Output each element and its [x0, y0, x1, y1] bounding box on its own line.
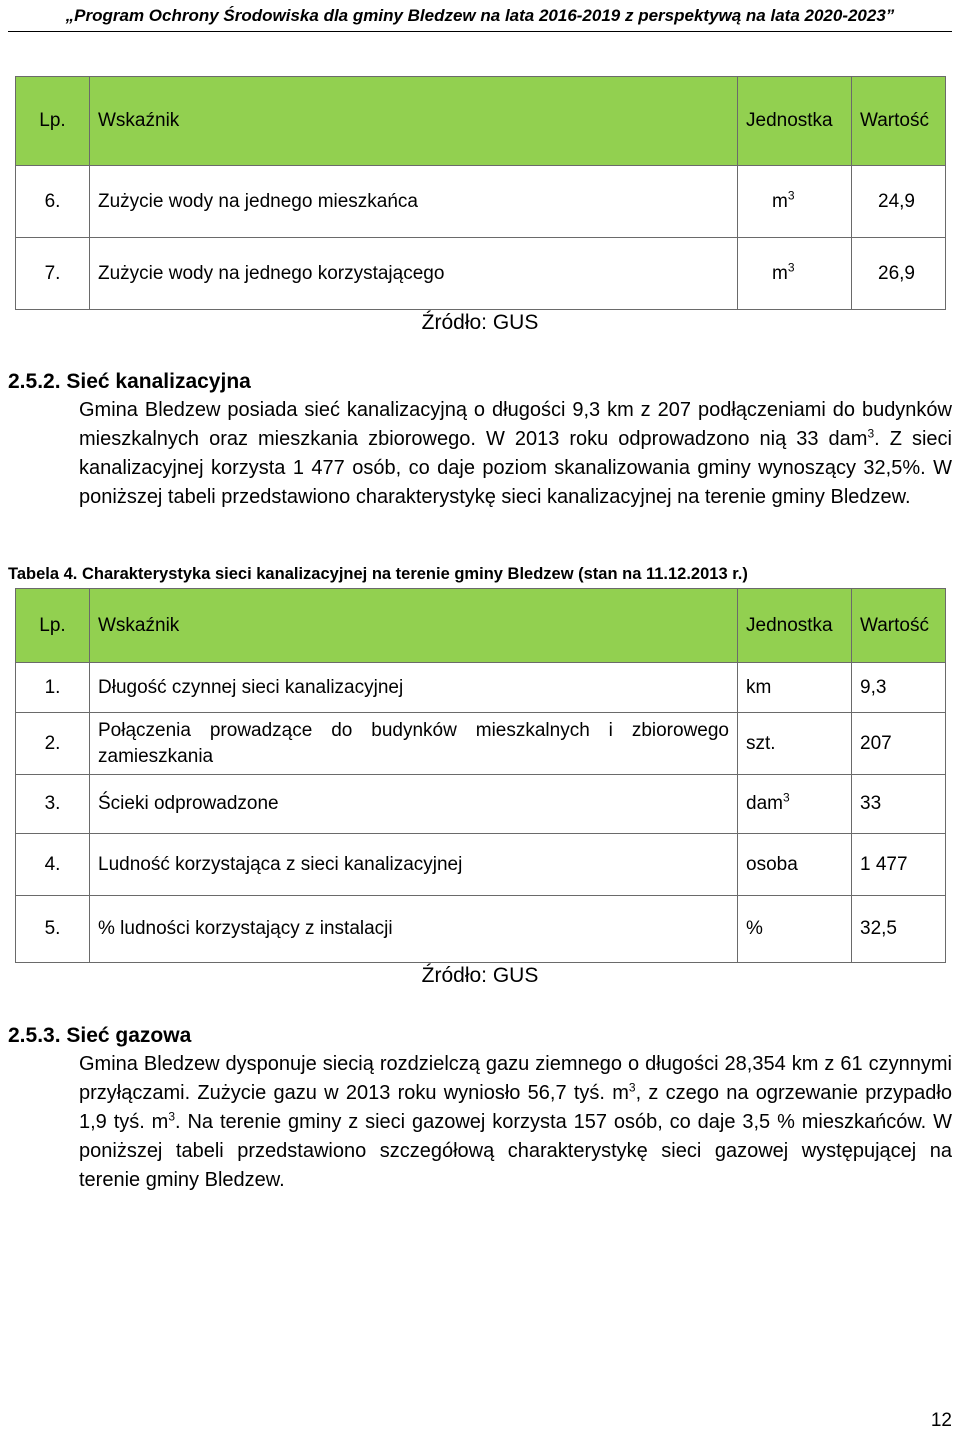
table-header-row: [16, 589, 946, 663]
sewer-table-source: Źródło: GUS: [421, 964, 539, 987]
header-indicator: Wskaźnik: [90, 77, 738, 166]
row-unit: %: [738, 896, 852, 963]
row-lp: 6.: [16, 166, 90, 238]
header-indicator: Wskaźnik: [90, 589, 738, 663]
row-unit: km: [738, 663, 852, 713]
row-lp: 7.: [16, 238, 90, 310]
row-indicator: Ścieki odprowadzone: [90, 775, 738, 834]
header-unit: Jednostka: [738, 77, 852, 166]
row-lp: 4.: [16, 834, 90, 896]
row-unit: osoba: [738, 834, 852, 896]
row-indicator: % ludności korzystający z instalacji: [90, 896, 738, 963]
row-indicator: Zużycie wody na jednego mieszkańca: [90, 166, 738, 238]
row-indicator: Długość czynnej sieci kanalizacyjnej: [90, 663, 738, 713]
header-lp: Lp.: [16, 589, 90, 663]
table-row: [16, 663, 946, 713]
row-lp: 3.: [16, 775, 90, 834]
row-indicator: Zużycie wody na jednego korzystającego: [90, 238, 738, 310]
sewer-paragraph: Gmina Bledzew posiada sieć kanalizacyjną o długości 9,3 km z 207 podłączeniami do budynków mieszkalnych oraz mieszkania zbiorowego. W 2013 roku odprowadzono nią 33 dam$^3$. Z sieci kanalizacyjnej korzysta 1 477 osób, co daje poziom skanalizowania gminy wynoszący 32,5%. W poniższej tabeli przedstawiono charakterystykę sieci kanalizacyjnej na terenie gminy Bledzew.: [79, 399, 952, 508]
section-heading-sewer: 2.5.2. Sieć kanalizacyjna: [8, 370, 251, 393]
header-unit: Jednostka: [738, 589, 852, 663]
sewer-table-caption: Tabela 4. Charakterystyka sieci kanalizacyjnej na terenie gminy Bledzew (stan na 11.12.2013 r.): [8, 565, 748, 583]
table-row: [16, 713, 946, 775]
table-row: [16, 775, 946, 834]
row-value: 26,9: [852, 238, 946, 310]
row-unit: dam$^3$: [738, 775, 852, 834]
row-value: 9,3: [852, 663, 946, 713]
section-heading-gas: 2.5.3. Sieć gazowa: [8, 1024, 192, 1047]
header-lp: Lp.: [16, 77, 90, 166]
row-lp: 1.: [16, 663, 90, 713]
header-value: Wartość: [852, 77, 946, 166]
table-row: [16, 896, 946, 963]
table-row: [16, 834, 946, 896]
page-number: 12: [930, 1410, 952, 1431]
row-value: 207: [852, 713, 946, 775]
row-unit: $m^3$: [738, 166, 852, 238]
table-row: [16, 238, 946, 310]
row-value: 33: [852, 775, 946, 834]
row-unit: szt.: [738, 713, 852, 775]
row-value: 24,9: [852, 166, 946, 238]
water-table: [15, 76, 946, 310]
header-value: Wartość: [852, 589, 946, 663]
page-header: „Program Ochrony Środowiska dla gminy Bledzew na lata 2016-2019 z perspektywą na lata 2020-2023”: [65, 6, 895, 25]
sewer-table: [15, 588, 946, 963]
table-row: [16, 166, 946, 238]
row-lp: 2.: [16, 713, 90, 775]
table-header-row: [16, 77, 946, 166]
row-value: 32,5: [852, 896, 946, 963]
row-value: 1 477: [852, 834, 946, 896]
row-lp: 5.: [16, 896, 90, 963]
water-table-source: Źródło: GUS: [421, 311, 539, 334]
row-indicator: Ludność korzystająca z sieci kanalizacyjnej: [90, 834, 738, 896]
gas-paragraph: Gmina Bledzew dysponuje siecią rozdzielczą gazu ziemnego o długości 28,354 km z 61 czynnymi przyłączami. Zużycie gazu w 2013 roku wyniosło 56,7 tyś. $m^3$, z czego na ogrzewanie przypadło 1,9 tyś. $m^3$. Na terenie gminy z sieci gazowej korzysta 157 osób, co daje 3,5 % mieszkańców. W poniższej tabeli przedstawiono szczegółową charakterystykę sieci gazowej występującej na terenie gminy Bledzew.: [79, 1053, 952, 1191]
row-unit: $m^3$: [738, 238, 852, 310]
header-divider: [8, 31, 952, 32]
row-indicator: Połączenia prowadzące do budynków mieszkalnych i zbiorowego zamieszkania: [90, 713, 738, 775]
